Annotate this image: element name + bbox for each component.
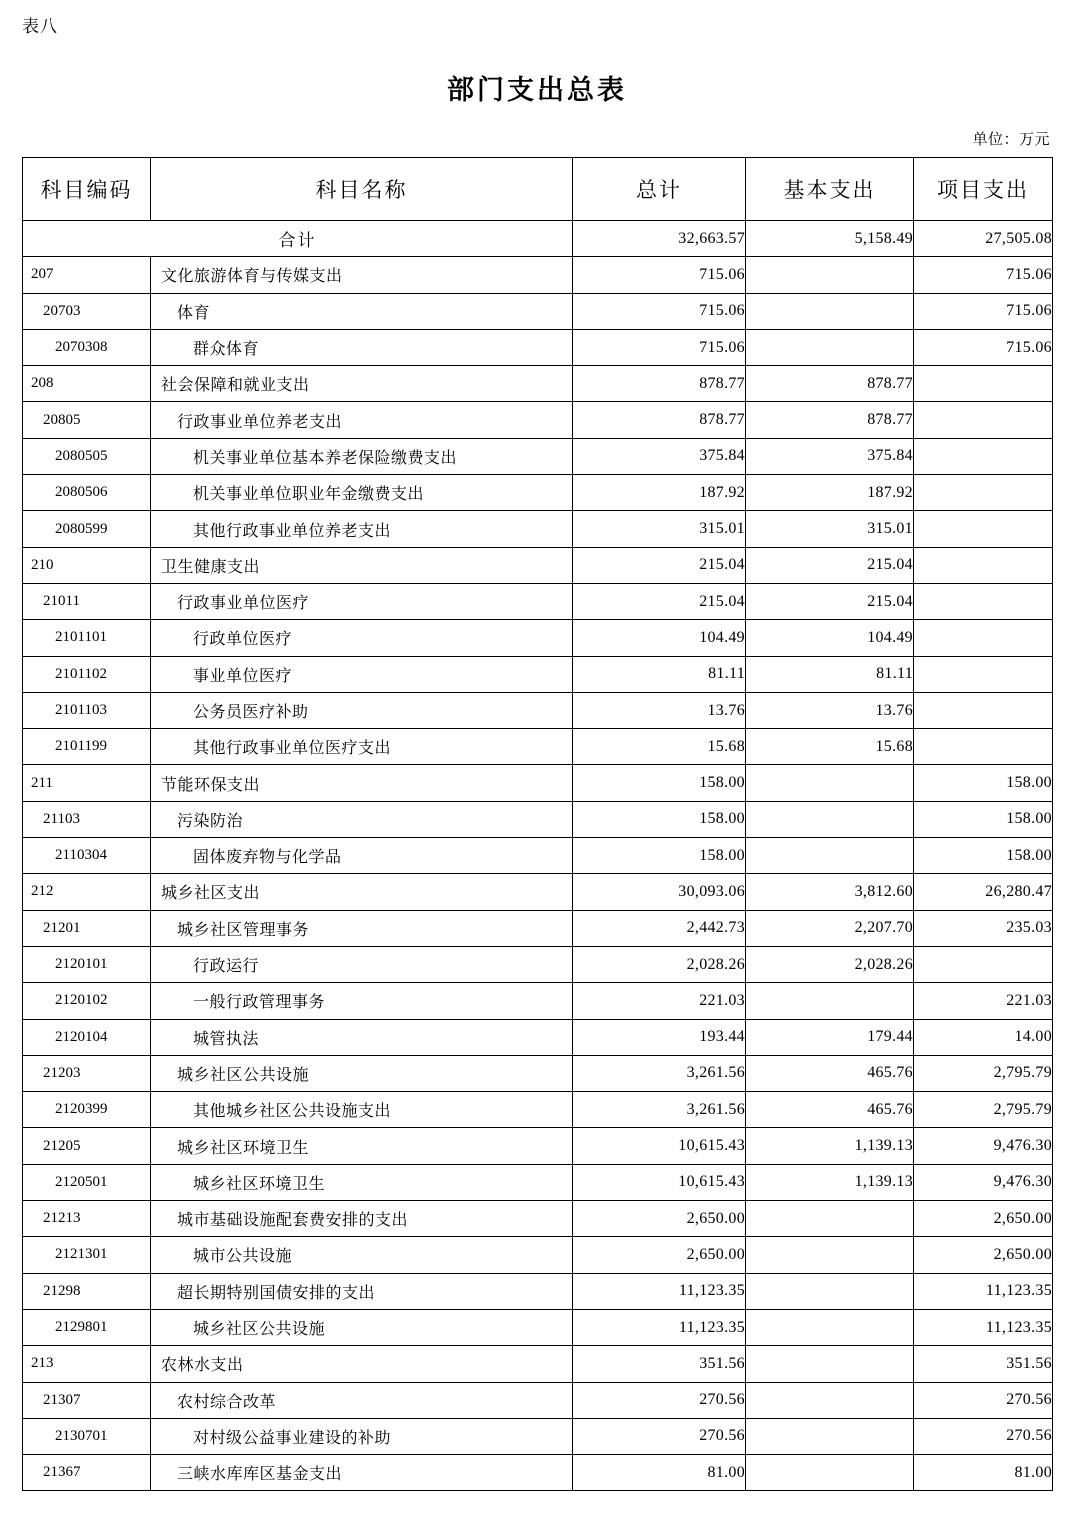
cell-subject-name: 农村综合改革 <box>151 1382 573 1418</box>
cell-project: 158.00 <box>914 765 1053 801</box>
cell-basic: 13.76 <box>746 692 914 728</box>
cell-project <box>914 402 1053 438</box>
table-row <box>23 620 1053 656</box>
cell-total: 193.44 <box>573 1019 746 1055</box>
cell-basic <box>746 1273 914 1309</box>
cell-subject-code: 2070308 <box>23 329 151 365</box>
table-row <box>23 1382 1053 1418</box>
cell-subject-code: 2101103 <box>23 692 151 728</box>
cell-total: 158.00 <box>573 765 746 801</box>
cell-total: 270.56 <box>573 1382 746 1418</box>
cell-total: 215.04 <box>573 547 746 583</box>
cell-project <box>914 620 1053 656</box>
cell-basic: 878.77 <box>746 402 914 438</box>
cell-subject-name: 公务员医疗补助 <box>151 692 573 728</box>
table-row <box>23 1164 1053 1200</box>
cell-basic <box>746 293 914 329</box>
cell-basic: 1,139.13 <box>746 1128 914 1164</box>
table-row <box>23 1201 1053 1237</box>
cell-total: 104.49 <box>573 620 746 656</box>
cell-total: 13.76 <box>573 692 746 728</box>
cell-project <box>914 656 1053 692</box>
cell-total: 315.01 <box>573 511 746 547</box>
cell-subject-name: 农林水支出 <box>151 1346 573 1382</box>
cell-subject-code: 2120102 <box>23 983 151 1019</box>
table-row <box>23 910 1053 946</box>
cell-total: 81.00 <box>573 1455 746 1491</box>
cell-project: 715.06 <box>914 329 1053 365</box>
cell-total: 351.56 <box>573 1346 746 1382</box>
cell-subject-name: 城乡社区支出 <box>151 874 573 910</box>
cell-subject-name: 对村级公益事业建设的补助 <box>151 1418 573 1454</box>
cell-subject-name: 节能环保支出 <box>151 765 573 801</box>
cell-total: 158.00 <box>573 801 746 837</box>
summary-row <box>23 221 1053 257</box>
cell-project: 270.56 <box>914 1382 1053 1418</box>
cell-subject-code: 207 <box>23 257 151 293</box>
cell-subject-code: 21213 <box>23 1201 151 1237</box>
cell-subject-name: 城市公共设施 <box>151 1237 573 1273</box>
table-row <box>23 874 1053 910</box>
cell-project: 2,795.79 <box>914 1092 1053 1128</box>
cell-project: 81.00 <box>914 1455 1053 1491</box>
cell-subject-name: 行政单位医疗 <box>151 620 573 656</box>
cell-basic: 465.76 <box>746 1092 914 1128</box>
cell-total: 10,615.43 <box>573 1128 746 1164</box>
cell-subject-name: 其他行政事业单位医疗支出 <box>151 729 573 765</box>
cell-project <box>914 583 1053 619</box>
cell-total: 878.77 <box>573 402 746 438</box>
table-row <box>23 583 1053 619</box>
cell-project: 9,476.30 <box>914 1164 1053 1200</box>
table-row <box>23 1455 1053 1491</box>
cell-project: 715.06 <box>914 293 1053 329</box>
cell-subject-name: 其他城乡社区公共设施支出 <box>151 1092 573 1128</box>
cell-subject-code: 208 <box>23 366 151 402</box>
cell-subject-name: 城乡社区公共设施 <box>151 1309 573 1345</box>
cell-subject-code: 21307 <box>23 1382 151 1418</box>
cell-subject-code: 213 <box>23 1346 151 1382</box>
cell-basic <box>746 1455 914 1491</box>
table-row <box>23 293 1053 329</box>
cell-subject-code: 2120399 <box>23 1092 151 1128</box>
table-row <box>23 475 1053 511</box>
unit-note: 单位：万元 <box>972 132 1050 148</box>
table-row <box>23 438 1053 474</box>
cell-subject-name: 行政事业单位医疗 <box>151 583 573 619</box>
cell-project: 9,476.30 <box>914 1128 1053 1164</box>
cell-project: 11,123.35 <box>914 1273 1053 1309</box>
table-row <box>23 257 1053 293</box>
cell-basic: 1,139.13 <box>746 1164 914 1200</box>
column-header-basic: 基本支出 <box>746 158 914 221</box>
table-row <box>23 729 1053 765</box>
table-row <box>23 1092 1053 1128</box>
cell-subject-code: 2080506 <box>23 475 151 511</box>
cell-subject-name: 城管执法 <box>151 1019 573 1055</box>
cell-subject-name: 污染防治 <box>151 801 573 837</box>
table-row <box>23 838 1053 874</box>
cell-project: 2,795.79 <box>914 1055 1053 1091</box>
cell-subject-name: 固体废弃物与化学品 <box>151 838 573 874</box>
cell-subject-code: 2120501 <box>23 1164 151 1200</box>
cell-project: 11,123.35 <box>914 1309 1053 1345</box>
table-row <box>23 329 1053 365</box>
cell-subject-name: 机关事业单位职业年金缴费支出 <box>151 475 573 511</box>
cell-project: 14.00 <box>914 1019 1053 1055</box>
column-header-code: 科目编码 <box>23 158 151 221</box>
cell-total: 878.77 <box>573 366 746 402</box>
column-header-total: 总计 <box>573 158 746 221</box>
cell-subject-name: 一般行政管理事务 <box>151 983 573 1019</box>
header-row <box>23 158 1053 221</box>
cell-basic: 15.68 <box>746 729 914 765</box>
sheet-label: 表八 <box>22 17 58 36</box>
cell-basic: 179.44 <box>746 1019 914 1055</box>
summary-label: 合计 <box>23 221 573 257</box>
table-row <box>23 1237 1053 1273</box>
cell-subject-code: 2120104 <box>23 1019 151 1055</box>
budget-table-container <box>22 157 1052 1491</box>
table-row <box>23 692 1053 728</box>
cell-basic: 187.92 <box>746 475 914 511</box>
cell-project <box>914 366 1053 402</box>
cell-total: 2,650.00 <box>573 1201 746 1237</box>
cell-subject-code: 20805 <box>23 402 151 438</box>
cell-basic <box>746 1309 914 1345</box>
cell-total: 3,261.56 <box>573 1092 746 1128</box>
cell-project <box>914 475 1053 511</box>
cell-subject-name: 超长期特别国债安排的支出 <box>151 1273 573 1309</box>
cell-subject-code: 2101101 <box>23 620 151 656</box>
department-expenditure-table <box>22 157 1053 1491</box>
table-row <box>23 801 1053 837</box>
cell-subject-code: 21203 <box>23 1055 151 1091</box>
cell-total: 2,650.00 <box>573 1237 746 1273</box>
cell-total: 715.06 <box>573 329 746 365</box>
cell-subject-code: 2101199 <box>23 729 151 765</box>
cell-total: 15.68 <box>573 729 746 765</box>
cell-basic <box>746 838 914 874</box>
cell-subject-name: 城乡社区管理事务 <box>151 910 573 946</box>
cell-total: 11,123.35 <box>573 1309 746 1345</box>
cell-subject-code: 210 <box>23 547 151 583</box>
cell-subject-name: 社会保障和就业支出 <box>151 366 573 402</box>
cell-subject-name: 机关事业单位基本养老保险缴费支出 <box>151 438 573 474</box>
cell-subject-name: 城乡社区环境卫生 <box>151 1128 573 1164</box>
table-row <box>23 366 1053 402</box>
cell-project <box>914 511 1053 547</box>
cell-total: 215.04 <box>573 583 746 619</box>
cell-subject-name: 行政事业单位养老支出 <box>151 402 573 438</box>
table-row <box>23 1273 1053 1309</box>
cell-total: 11,123.35 <box>573 1273 746 1309</box>
cell-total: 2,028.26 <box>573 946 746 982</box>
cell-basic <box>746 765 914 801</box>
cell-basic <box>746 1382 914 1418</box>
cell-project <box>914 438 1053 474</box>
cell-subject-code: 2110304 <box>23 838 151 874</box>
cell-subject-code: 2101102 <box>23 656 151 692</box>
cell-project: 235.03 <box>914 910 1053 946</box>
cell-total: 2,442.73 <box>573 910 746 946</box>
cell-basic <box>746 1418 914 1454</box>
cell-basic <box>746 329 914 365</box>
cell-project <box>914 946 1053 982</box>
cell-basic <box>746 1201 914 1237</box>
cell-project: 2,650.00 <box>914 1201 1053 1237</box>
cell-basic: 104.49 <box>746 620 914 656</box>
table-header <box>23 158 1053 221</box>
table-row <box>23 1019 1053 1055</box>
cell-total: 81.11 <box>573 656 746 692</box>
cell-subject-code: 21298 <box>23 1273 151 1309</box>
cell-project: 158.00 <box>914 801 1053 837</box>
summary-basic: 5,158.49 <box>746 221 914 257</box>
table-row <box>23 402 1053 438</box>
table-row <box>23 547 1053 583</box>
cell-project: 351.56 <box>914 1346 1053 1382</box>
cell-basic: 3,812.60 <box>746 874 914 910</box>
cell-subject-code: 211 <box>23 765 151 801</box>
cell-total: 187.92 <box>573 475 746 511</box>
cell-basic: 215.04 <box>746 583 914 619</box>
cell-project: 270.56 <box>914 1418 1053 1454</box>
cell-total: 158.00 <box>573 838 746 874</box>
cell-basic: 215.04 <box>746 547 914 583</box>
table-row <box>23 983 1053 1019</box>
table-row <box>23 511 1053 547</box>
cell-total: 30,093.06 <box>573 874 746 910</box>
cell-subject-code: 20703 <box>23 293 151 329</box>
cell-subject-code: 21011 <box>23 583 151 619</box>
cell-project: 26,280.47 <box>914 874 1053 910</box>
cell-basic <box>746 1237 914 1273</box>
table-row <box>23 1128 1053 1164</box>
cell-subject-code: 2080505 <box>23 438 151 474</box>
cell-basic: 2,207.70 <box>746 910 914 946</box>
cell-total: 375.84 <box>573 438 746 474</box>
table-row <box>23 1309 1053 1345</box>
table-row <box>23 656 1053 692</box>
column-header-name: 科目名称 <box>151 158 573 221</box>
cell-basic: 315.01 <box>746 511 914 547</box>
cell-subject-code: 212 <box>23 874 151 910</box>
cell-subject-code: 21201 <box>23 910 151 946</box>
table-row <box>23 1346 1053 1382</box>
cell-subject-name: 其他行政事业单位养老支出 <box>151 511 573 547</box>
table-row <box>23 1418 1053 1454</box>
cell-project: 221.03 <box>914 983 1053 1019</box>
cell-subject-code: 2080599 <box>23 511 151 547</box>
cell-total: 3,261.56 <box>573 1055 746 1091</box>
table-row <box>23 765 1053 801</box>
cell-total: 715.06 <box>573 257 746 293</box>
cell-basic: 2,028.26 <box>746 946 914 982</box>
table-row <box>23 1055 1053 1091</box>
cell-basic: 81.11 <box>746 656 914 692</box>
cell-subject-name: 城乡社区环境卫生 <box>151 1164 573 1200</box>
column-header-project: 项目支出 <box>914 158 1053 221</box>
cell-basic: 465.76 <box>746 1055 914 1091</box>
cell-project: 715.06 <box>914 257 1053 293</box>
cell-total: 10,615.43 <box>573 1164 746 1200</box>
cell-project <box>914 692 1053 728</box>
cell-total: 270.56 <box>573 1418 746 1454</box>
cell-subject-name: 群众体育 <box>151 329 573 365</box>
summary-total: 32,663.57 <box>573 221 746 257</box>
cell-subject-name: 文化旅游体育与传媒支出 <box>151 257 573 293</box>
cell-basic <box>746 983 914 1019</box>
cell-subject-code: 21367 <box>23 1455 151 1491</box>
cell-basic <box>746 257 914 293</box>
cell-project <box>914 547 1053 583</box>
cell-subject-code: 21103 <box>23 801 151 837</box>
table-body <box>23 221 1053 1491</box>
cell-basic: 375.84 <box>746 438 914 474</box>
cell-total: 221.03 <box>573 983 746 1019</box>
cell-subject-name: 卫生健康支出 <box>151 547 573 583</box>
table-row <box>23 946 1053 982</box>
cell-subject-code: 2130701 <box>23 1418 151 1454</box>
cell-subject-code: 2129801 <box>23 1309 151 1345</box>
cell-basic <box>746 1346 914 1382</box>
summary-project: 27,505.08 <box>914 221 1053 257</box>
cell-subject-name: 行政运行 <box>151 946 573 982</box>
cell-basic: 878.77 <box>746 366 914 402</box>
page-title: 部门支出总表 <box>447 75 627 105</box>
cell-subject-name: 城乡社区公共设施 <box>151 1055 573 1091</box>
cell-subject-name: 体育 <box>151 293 573 329</box>
cell-project <box>914 729 1053 765</box>
cell-subject-name: 城市基础设施配套费安排的支出 <box>151 1201 573 1237</box>
cell-subject-code: 2121301 <box>23 1237 151 1273</box>
cell-subject-name: 事业单位医疗 <box>151 656 573 692</box>
cell-subject-code: 21205 <box>23 1128 151 1164</box>
cell-subject-code: 2120101 <box>23 946 151 982</box>
cell-basic <box>746 801 914 837</box>
cell-total: 715.06 <box>573 293 746 329</box>
cell-project: 2,650.00 <box>914 1237 1053 1273</box>
cell-subject-name: 三峡水库库区基金支出 <box>151 1455 573 1491</box>
cell-project: 158.00 <box>914 838 1053 874</box>
